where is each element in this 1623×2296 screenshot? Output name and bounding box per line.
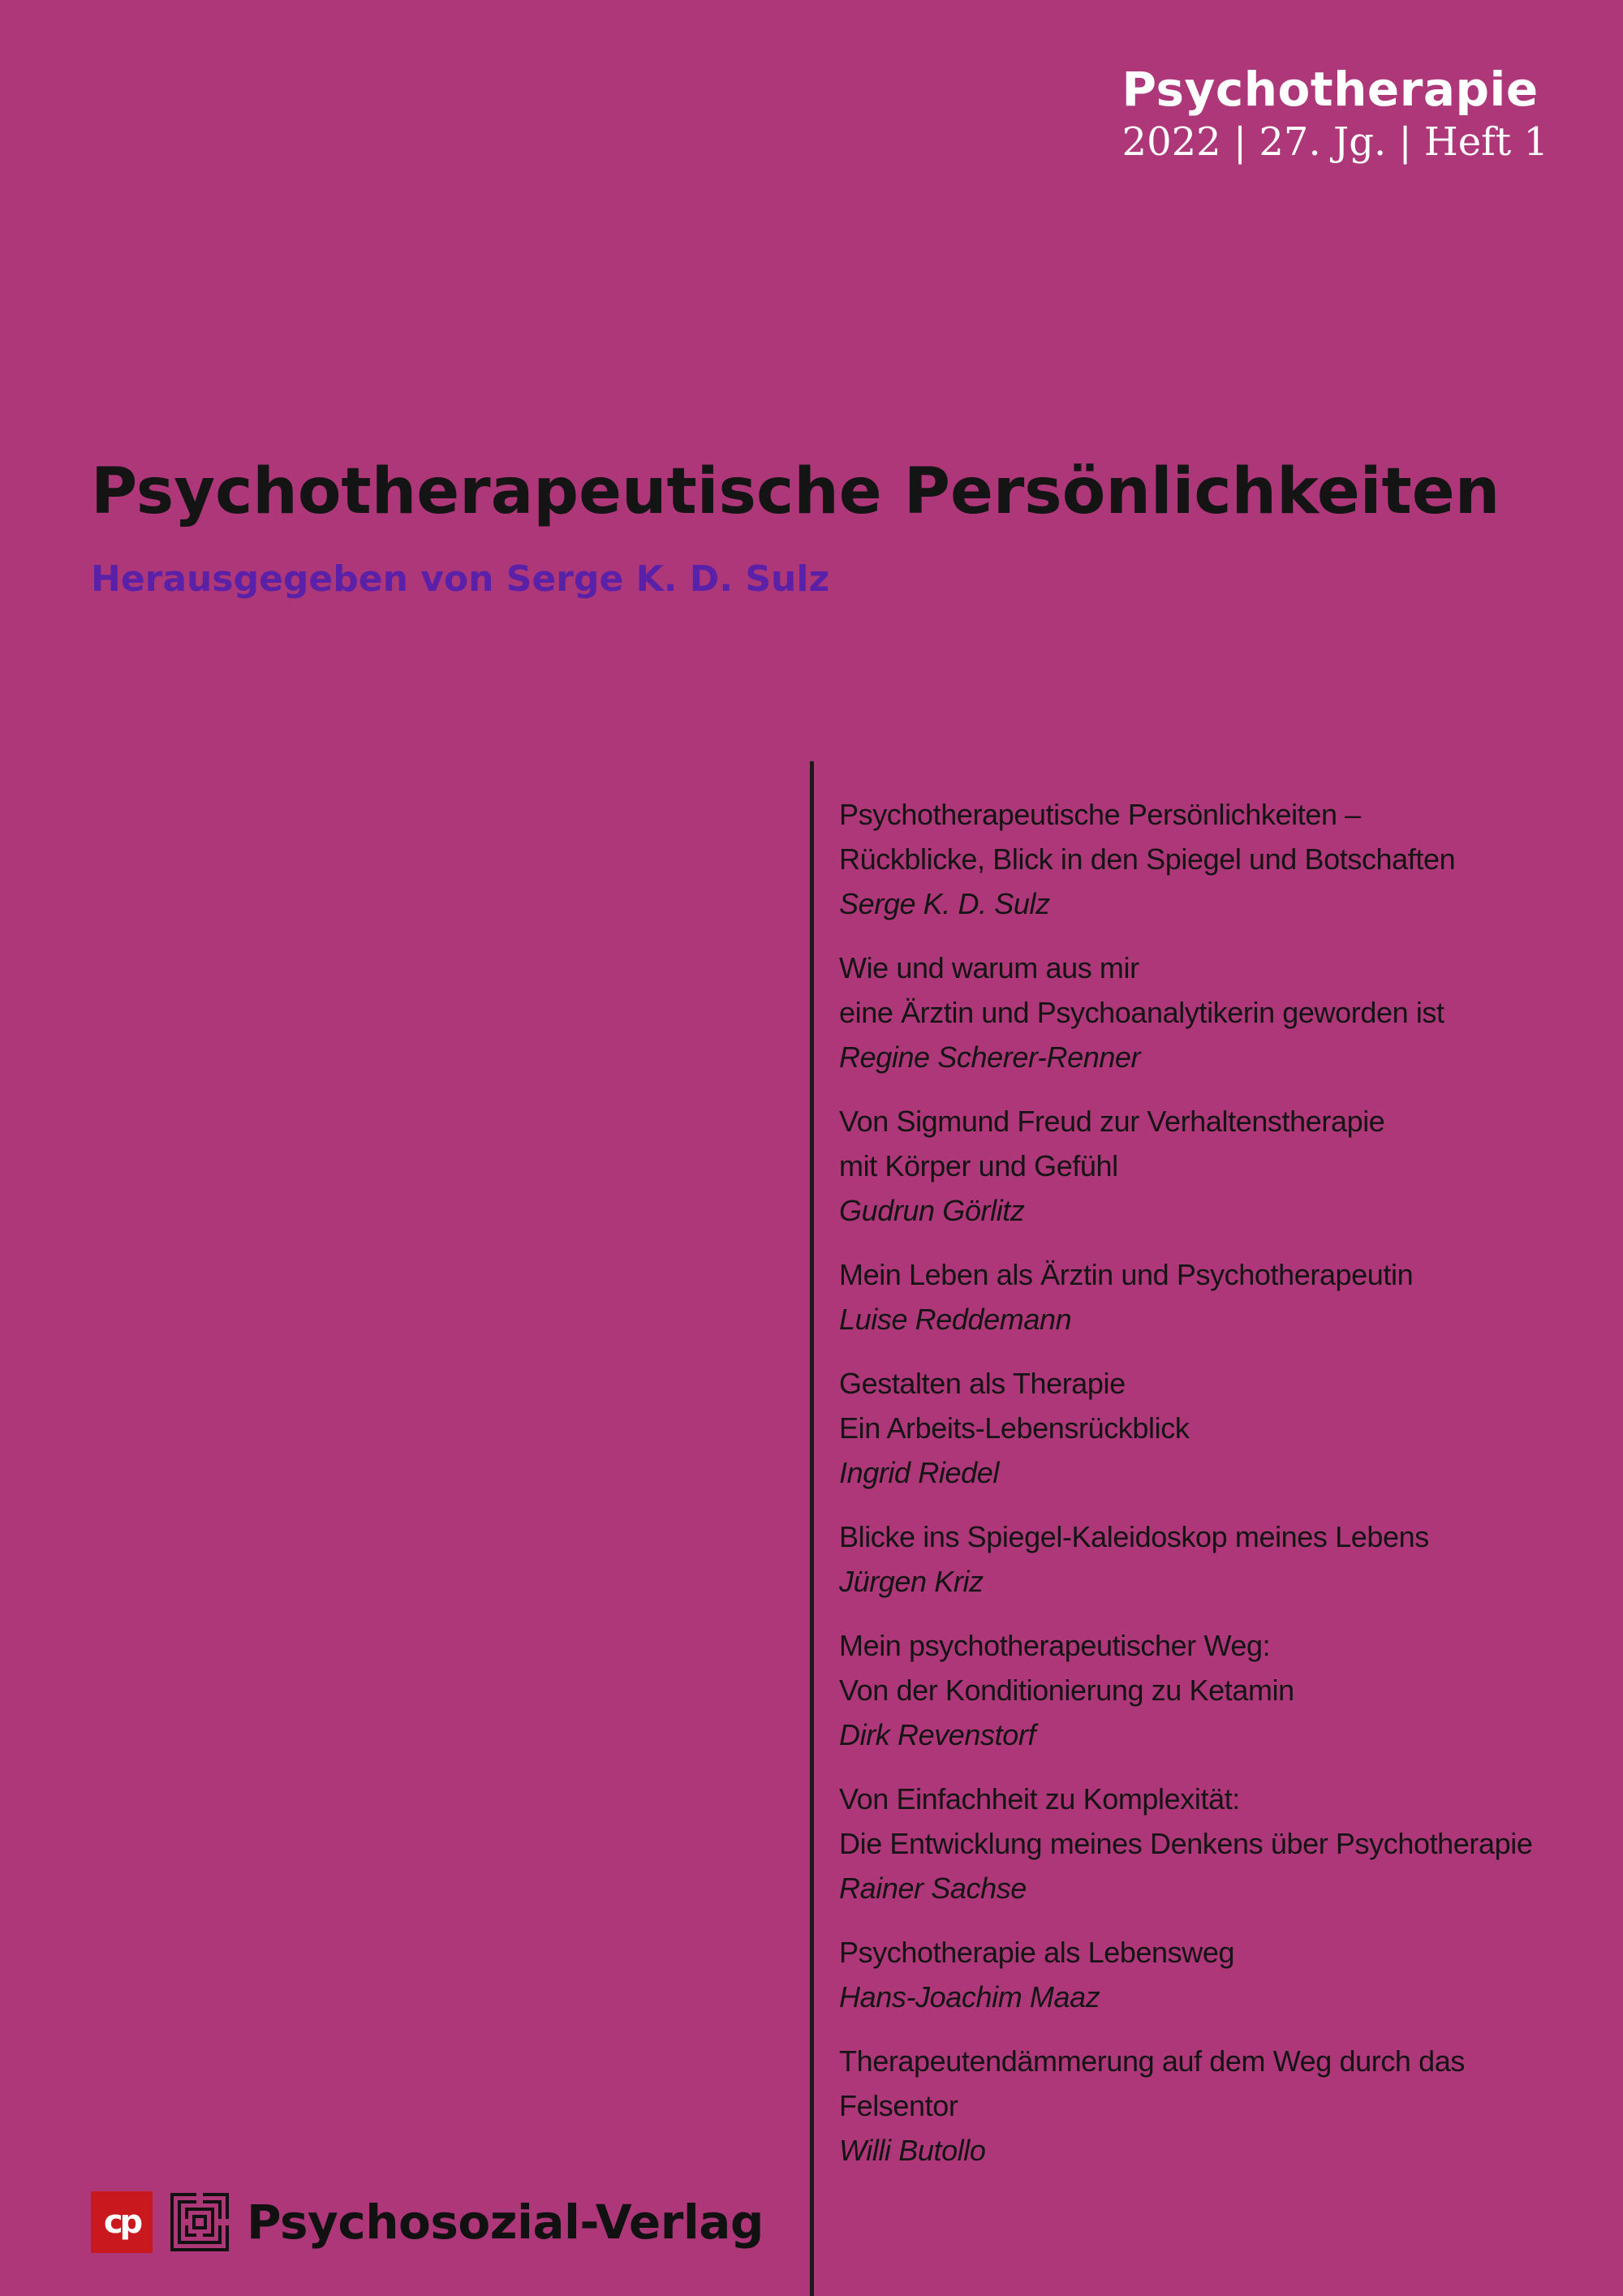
cover-editor: Herausgegeben von Serge K. D. Sulz xyxy=(91,558,830,600)
toc-entry xyxy=(839,792,1586,926)
toc-entry-author: Jürgen Kriz xyxy=(839,1565,984,1598)
toc-entry-title: Blicke ins Spiegel-Kaleidoskop meines Lebens xyxy=(839,1520,1429,1553)
toc-entry-title: Mein psychotherapeutischer Weg: Von der Konditionierung zu Ketamin xyxy=(839,1629,1294,1707)
toc-entry xyxy=(839,1099,1586,1233)
toc-entry-author: Regine Scherer-Renner xyxy=(839,1040,1141,1074)
cover-title: Psychotherapeutische Persönlichkeiten xyxy=(91,455,1500,528)
toc-entry-author: Luise Reddemann xyxy=(839,1303,1072,1336)
toc-entry-author: Gudrun Görlitz xyxy=(839,1194,1025,1227)
journal-issue: 2022 | 27. Jg. | Heft 1 xyxy=(1121,119,1548,165)
toc-entry-title: Von Sigmund Freud zur Verhaltenstherapie mit Körper und Gefühl xyxy=(839,1105,1385,1182)
toc-entry-author: Willi Butollo xyxy=(839,2134,986,2167)
toc-entry-author: Dirk Revenstorf xyxy=(839,1718,1036,1751)
toc-entry-author: Serge K. D. Sulz xyxy=(839,887,1050,920)
toc-entry-author: Hans-Joachim Maaz xyxy=(839,1980,1100,2014)
journal-name: Psychotherapie xyxy=(1121,62,1539,117)
publisher-name: Psychosozial-Verlag xyxy=(247,2195,764,2250)
journal-header xyxy=(1122,62,1548,167)
toc-entry-author: Ingrid Riedel xyxy=(839,1456,999,1489)
toc-entry-title: Von Einfachheit zu Komplexität: Die Entwicklung meines Denkens über Psychotherapie xyxy=(839,1782,1533,1860)
maze-logo-icon xyxy=(170,2193,229,2251)
cp-logo: cp xyxy=(91,2191,153,2253)
publisher-block xyxy=(91,2191,764,2253)
toc-entry xyxy=(839,1252,1586,1342)
toc-entry-title: Gestalten als Therapie Ein Arbeits-Lebensrückblick xyxy=(839,1367,1190,1445)
toc-entry-title: Psychotherapie als Lebensweg xyxy=(839,1936,1235,1969)
toc-entry-title: Mein Leben als Ärztin und Psychotherapeutin xyxy=(839,1258,1414,1291)
toc-entry xyxy=(839,1930,1586,2019)
toc-entry xyxy=(839,1361,1586,1495)
toc-entry-title: Psychotherapeutische Persönlichkeiten – Rückblicke, Blick in den Spiegel und Botschaften xyxy=(839,798,1456,876)
table-of-contents xyxy=(839,792,1586,2192)
toc-entry-title: Therapeutendämmerung auf dem Weg durch das Felsentor xyxy=(839,2044,1465,2122)
toc-entry-title: Wie und warum aus mir eine Ärztin und Psychoanalytikerin geworden ist xyxy=(839,951,1444,1029)
toc-entry xyxy=(839,946,1586,1079)
toc-entry xyxy=(839,2039,1586,2173)
toc-entry-author: Rainer Sachse xyxy=(839,1872,1027,1905)
toc-entry xyxy=(839,1514,1586,1604)
toc-entry xyxy=(839,1623,1586,1757)
vertical-divider xyxy=(810,761,814,2296)
toc-entry xyxy=(839,1777,1586,1910)
